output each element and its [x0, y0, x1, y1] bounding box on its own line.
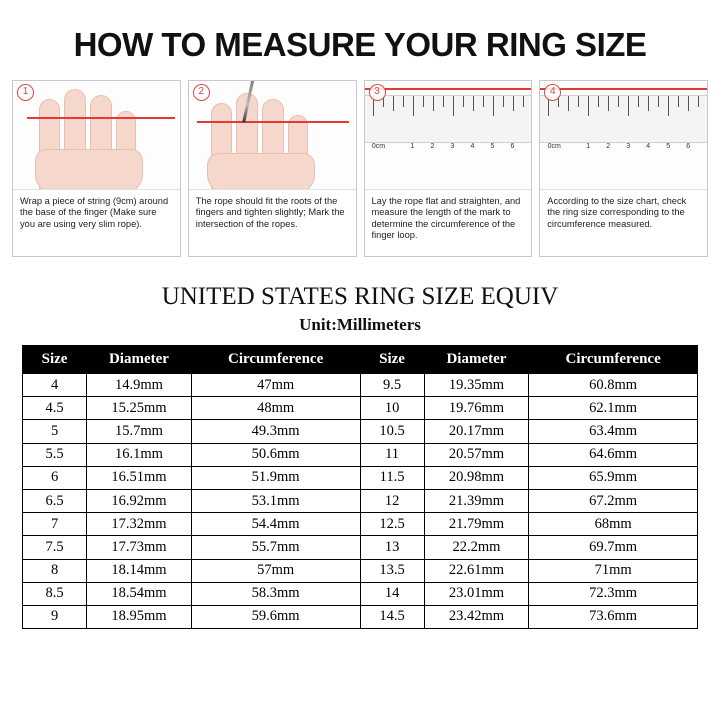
table-row	[23, 559, 698, 582]
table-cell: 7	[23, 513, 87, 536]
string-line	[27, 117, 175, 119]
table-cell: 60.8mm	[529, 374, 698, 397]
table-cell: 55.7mm	[191, 536, 360, 559]
column-header: Diameter	[87, 346, 192, 374]
step-4-caption: According to the size chart, check the ring size corresponding to the circumference measured.	[540, 189, 707, 256]
table-cell: 21.79mm	[424, 513, 529, 536]
table-cell: 23.01mm	[424, 582, 529, 605]
table-cell: 63.4mm	[529, 420, 698, 443]
table-cell: 11	[360, 443, 424, 466]
steps-row	[0, 64, 720, 257]
table-cell: 22.61mm	[424, 559, 529, 582]
table-cell: 51.9mm	[191, 466, 360, 489]
hand-illustration-1	[13, 81, 180, 189]
table-row	[23, 420, 698, 443]
table-cell: 16.1mm	[87, 443, 192, 466]
table-row	[23, 374, 698, 397]
table-cell: 57mm	[191, 559, 360, 582]
ruler-tick-label: 1	[586, 143, 591, 150]
step-1-number: 1	[17, 84, 34, 101]
table-row	[23, 605, 698, 628]
step-4-illustration	[540, 81, 707, 189]
ruler-unit-label: 0cm	[371, 143, 386, 150]
table-row	[23, 513, 698, 536]
table-cell: 18.95mm	[87, 605, 192, 628]
table-cell: 9	[23, 605, 87, 628]
ruler-tick-label: 5	[490, 143, 495, 150]
page-title: HOW TO MEASURE YOUR RING SIZE	[73, 26, 647, 63]
table-cell: 23.42mm	[424, 605, 529, 628]
column-header: Circumference	[529, 346, 698, 374]
table-cell: 47mm	[191, 374, 360, 397]
ruler-tick-label: 4	[470, 143, 475, 150]
ruler-tick-label: 2	[606, 143, 611, 150]
table-cell: 65.9mm	[529, 466, 698, 489]
table-header-row	[23, 346, 698, 374]
table-cell: 18.14mm	[87, 559, 192, 582]
chart-subtitle: Unit:Millimeters	[299, 315, 421, 334]
table-cell: 21.39mm	[424, 489, 529, 512]
table-cell: 58.3mm	[191, 582, 360, 605]
ruler-tick-label: 3	[626, 143, 631, 150]
table-cell: 18.54mm	[87, 582, 192, 605]
step-3-caption: Lay the rope flat and straighten, and measure the length of the mark to determine the circumference of the finger loop.	[365, 189, 532, 256]
table-cell: 71mm	[529, 559, 698, 582]
ruler-tick-label: 6	[686, 143, 691, 150]
table-cell: 22.2mm	[424, 536, 529, 559]
string-line	[365, 88, 532, 90]
table-cell: 19.76mm	[424, 397, 529, 420]
table-cell: 15.25mm	[87, 397, 192, 420]
table-cell: 54.4mm	[191, 513, 360, 536]
step-2-number: 2	[193, 84, 210, 101]
ruler-tick-label: 1	[410, 143, 415, 150]
ruler-tick-label: 4	[646, 143, 651, 150]
table-cell: 12	[360, 489, 424, 512]
hand-illustration-2	[189, 81, 356, 189]
table-cell: 73.6mm	[529, 605, 698, 628]
table-row	[23, 443, 698, 466]
column-header: Diameter	[424, 346, 529, 374]
table-cell: 16.92mm	[87, 489, 192, 512]
table-cell: 8.5	[23, 582, 87, 605]
table-row	[23, 536, 698, 559]
table-cell: 15.7mm	[87, 420, 192, 443]
ruler-unit-label: 0cm	[547, 143, 561, 150]
table-cell: 14.5	[360, 605, 424, 628]
table-cell: 14.9mm	[87, 374, 192, 397]
table-cell: 13.5	[360, 559, 424, 582]
table-cell: 5	[23, 420, 87, 443]
string-line	[197, 121, 349, 123]
table-cell: 10.5	[360, 420, 424, 443]
table-body	[23, 374, 698, 629]
table-cell: 68mm	[529, 513, 698, 536]
table-cell: 59.6mm	[191, 605, 360, 628]
step-card-1	[12, 80, 181, 257]
ruler-tick-label: 2	[430, 143, 435, 150]
step-1-illustration	[13, 81, 180, 189]
palm	[35, 149, 143, 189]
column-header: Circumference	[191, 346, 360, 374]
step-card-2	[188, 80, 357, 257]
table-row	[23, 582, 698, 605]
table-cell: 69.7mm	[529, 536, 698, 559]
table-cell: 67.2mm	[529, 489, 698, 512]
table-cell: 50.6mm	[191, 443, 360, 466]
column-header: Size	[360, 346, 424, 374]
table-cell: 20.57mm	[424, 443, 529, 466]
table-cell: 62.1mm	[529, 397, 698, 420]
table-cell: 11.5	[360, 466, 424, 489]
table-cell: 20.17mm	[424, 420, 529, 443]
ruler-labels	[540, 143, 707, 157]
table-row	[23, 397, 698, 420]
ruler-tick-label: 3	[450, 143, 455, 150]
table-cell: 16.51mm	[87, 466, 192, 489]
table-cell: 12.5	[360, 513, 424, 536]
table-cell: 8	[23, 559, 87, 582]
step-2-caption: The rope should fit the roots of the fingers and tighten slightly; Mark the intersection of the ropes.	[189, 189, 356, 256]
table-cell: 49.3mm	[191, 420, 360, 443]
chart-title: UNITED STATES RING SIZE EQUIV	[161, 283, 559, 310]
table-cell: 17.73mm	[87, 536, 192, 559]
step-3-illustration	[365, 81, 532, 189]
table-cell: 4.5	[23, 397, 87, 420]
step-card-3	[364, 80, 533, 257]
table-row	[23, 489, 698, 512]
table-cell: 53.1mm	[191, 489, 360, 512]
ruler-graphic	[365, 95, 532, 143]
table-cell: 48mm	[191, 397, 360, 420]
table-cell: 19.35mm	[424, 374, 529, 397]
table-cell: 6.5	[23, 489, 87, 512]
table-cell: 6	[23, 466, 87, 489]
table-cell: 7.5	[23, 536, 87, 559]
step-1-caption: Wrap a piece of string (9cm) around the base of the finger (Make sure you are using very slim rope).	[13, 189, 180, 256]
ruler-tick-label: 6	[510, 143, 515, 150]
ruler-tick-label: 5	[666, 143, 671, 150]
table-cell: 9.5	[360, 374, 424, 397]
step-3-number: 3	[369, 84, 386, 101]
ruler-graphic	[540, 95, 707, 143]
table-cell: 20.98mm	[424, 466, 529, 489]
step-2-illustration	[189, 81, 356, 189]
table-cell: 13	[360, 536, 424, 559]
palm	[207, 153, 315, 189]
table-row	[23, 466, 698, 489]
table-cell: 4	[23, 374, 87, 397]
table-cell: 5.5	[23, 443, 87, 466]
table-cell: 72.3mm	[529, 582, 698, 605]
size-chart-wrapper	[0, 335, 720, 629]
table-cell: 17.32mm	[87, 513, 192, 536]
string-line	[540, 88, 707, 90]
table-cell: 14	[360, 582, 424, 605]
ring-size-table	[22, 345, 698, 629]
table-cell: 64.6mm	[529, 443, 698, 466]
step-card-4	[539, 80, 708, 257]
step-4-number: 4	[544, 84, 561, 101]
column-header: Size	[23, 346, 87, 374]
table-cell: 10	[360, 397, 424, 420]
ruler-labels	[365, 143, 532, 157]
